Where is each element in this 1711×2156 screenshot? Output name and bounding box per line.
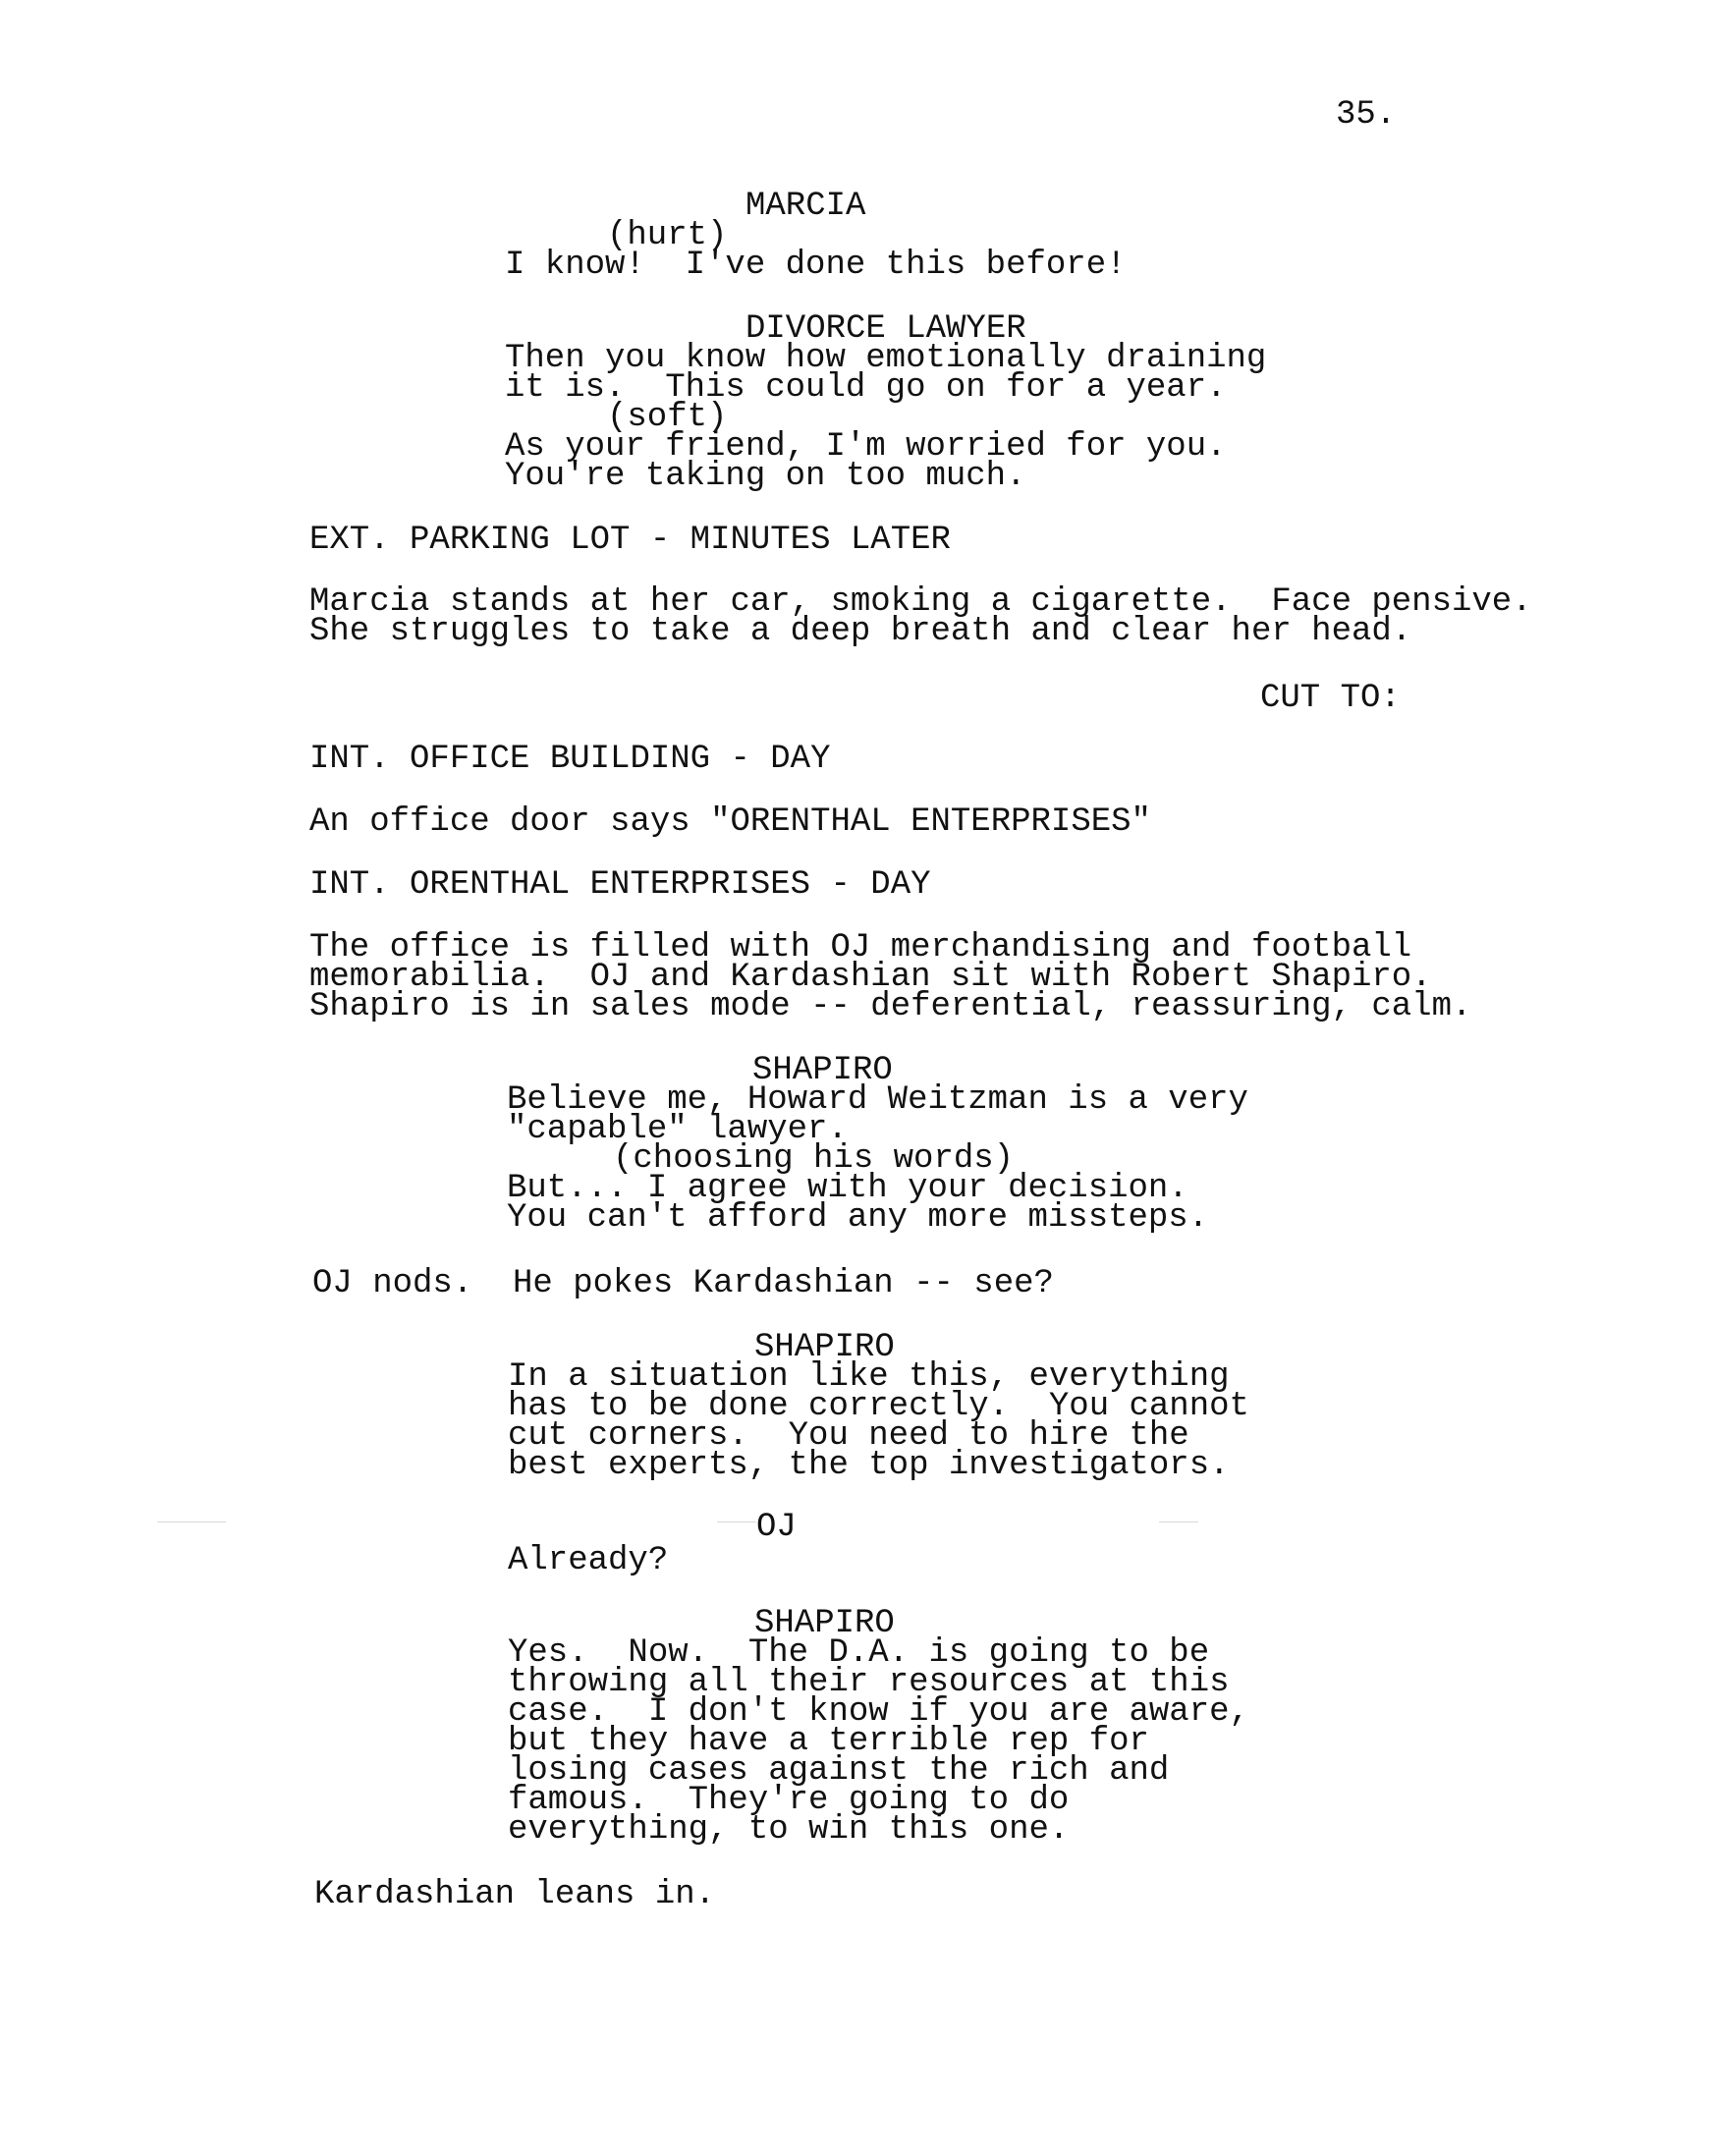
- dialogue-line: Then you know how emotionally draining: [505, 340, 1267, 377]
- dialogue-line: it is. This could go on for a year.: [505, 369, 1227, 407]
- dialogue-line: In a situation like this, everything: [508, 1358, 1230, 1396]
- dialogue-line: You can't afford any more missteps.: [507, 1199, 1209, 1237]
- dialogue-line: "capable" lawyer.: [507, 1111, 848, 1148]
- dialogue-line: cut corners. You need to hire the: [508, 1417, 1189, 1455]
- dialogue-line: case. I don't know if you are aware,: [508, 1693, 1249, 1731]
- action-line: memorabilia. OJ and Kardashian sit with Robert Shapiro.: [309, 959, 1432, 996]
- dialogue-line: Believe me, Howard Weitzman is a very: [507, 1081, 1248, 1119]
- dialogue-line: famous. They're going to do: [508, 1782, 1070, 1819]
- action-line: Kardashian leans in.: [314, 1876, 716, 1913]
- character-name: OJ: [756, 1509, 797, 1546]
- transition: CUT TO:: [1260, 680, 1401, 717]
- page-number: 35.: [1336, 96, 1397, 134]
- action-line: The office is filled with OJ merchandising and football: [309, 929, 1412, 967]
- dialogue-line: best experts, the top investigators.: [508, 1447, 1230, 1484]
- character-name: MARCIA: [745, 188, 866, 225]
- scan-artifact: [717, 1521, 756, 1522]
- parenthetical: (choosing his words): [613, 1140, 1015, 1178]
- character-name: SHAPIRO: [754, 1605, 895, 1642]
- parenthetical: (hurt): [607, 217, 728, 254]
- character-name: DIVORCE LAWYER: [745, 310, 1026, 348]
- dialogue-line: losing cases against the rich and: [508, 1752, 1170, 1790]
- dialogue-line: As your friend, I'm worried for you.: [505, 428, 1227, 466]
- dialogue-line: Already?: [508, 1542, 669, 1579]
- dialogue-line: throwing all their resources at this: [508, 1664, 1230, 1701]
- dialogue-line: has to be done correctly. You cannot: [508, 1388, 1249, 1425]
- scene-heading: INT. OFFICE BUILDING - DAY: [309, 741, 831, 778]
- scan-artifact: [1159, 1521, 1198, 1522]
- action-line: OJ nods. He pokes Kardashian -- see?: [312, 1265, 1054, 1302]
- dialogue-line: But... I agree with your decision.: [507, 1170, 1188, 1207]
- dialogue-line: You're taking on too much.: [505, 458, 1026, 495]
- character-name: SHAPIRO: [752, 1052, 893, 1089]
- scan-artifact: [157, 1521, 226, 1522]
- action-line: An office door says "ORENTHAL ENTERPRISES": [309, 803, 1151, 841]
- dialogue-line: Yes. Now. The D.A. is going to be: [508, 1634, 1210, 1672]
- character-name: SHAPIRO: [754, 1329, 895, 1366]
- scene-heading: INT. ORENTHAL ENTERPRISES - DAY: [309, 866, 931, 904]
- scene-heading: EXT. PARKING LOT - MINUTES LATER: [309, 522, 951, 559]
- parenthetical: (soft): [607, 399, 728, 436]
- dialogue-line: but they have a terrible rep for: [508, 1723, 1149, 1760]
- dialogue-line: I know! I've done this before!: [505, 247, 1127, 284]
- action-line: Shapiro is in sales mode -- deferential, reassuring, calm.: [309, 988, 1472, 1025]
- dialogue-line: everything, to win this one.: [508, 1811, 1070, 1849]
- action-line: Marcia stands at her car, smoking a cigarette. Face pensive.: [309, 583, 1532, 621]
- action-line: She struggles to take a deep breath and clear her head.: [309, 613, 1412, 650]
